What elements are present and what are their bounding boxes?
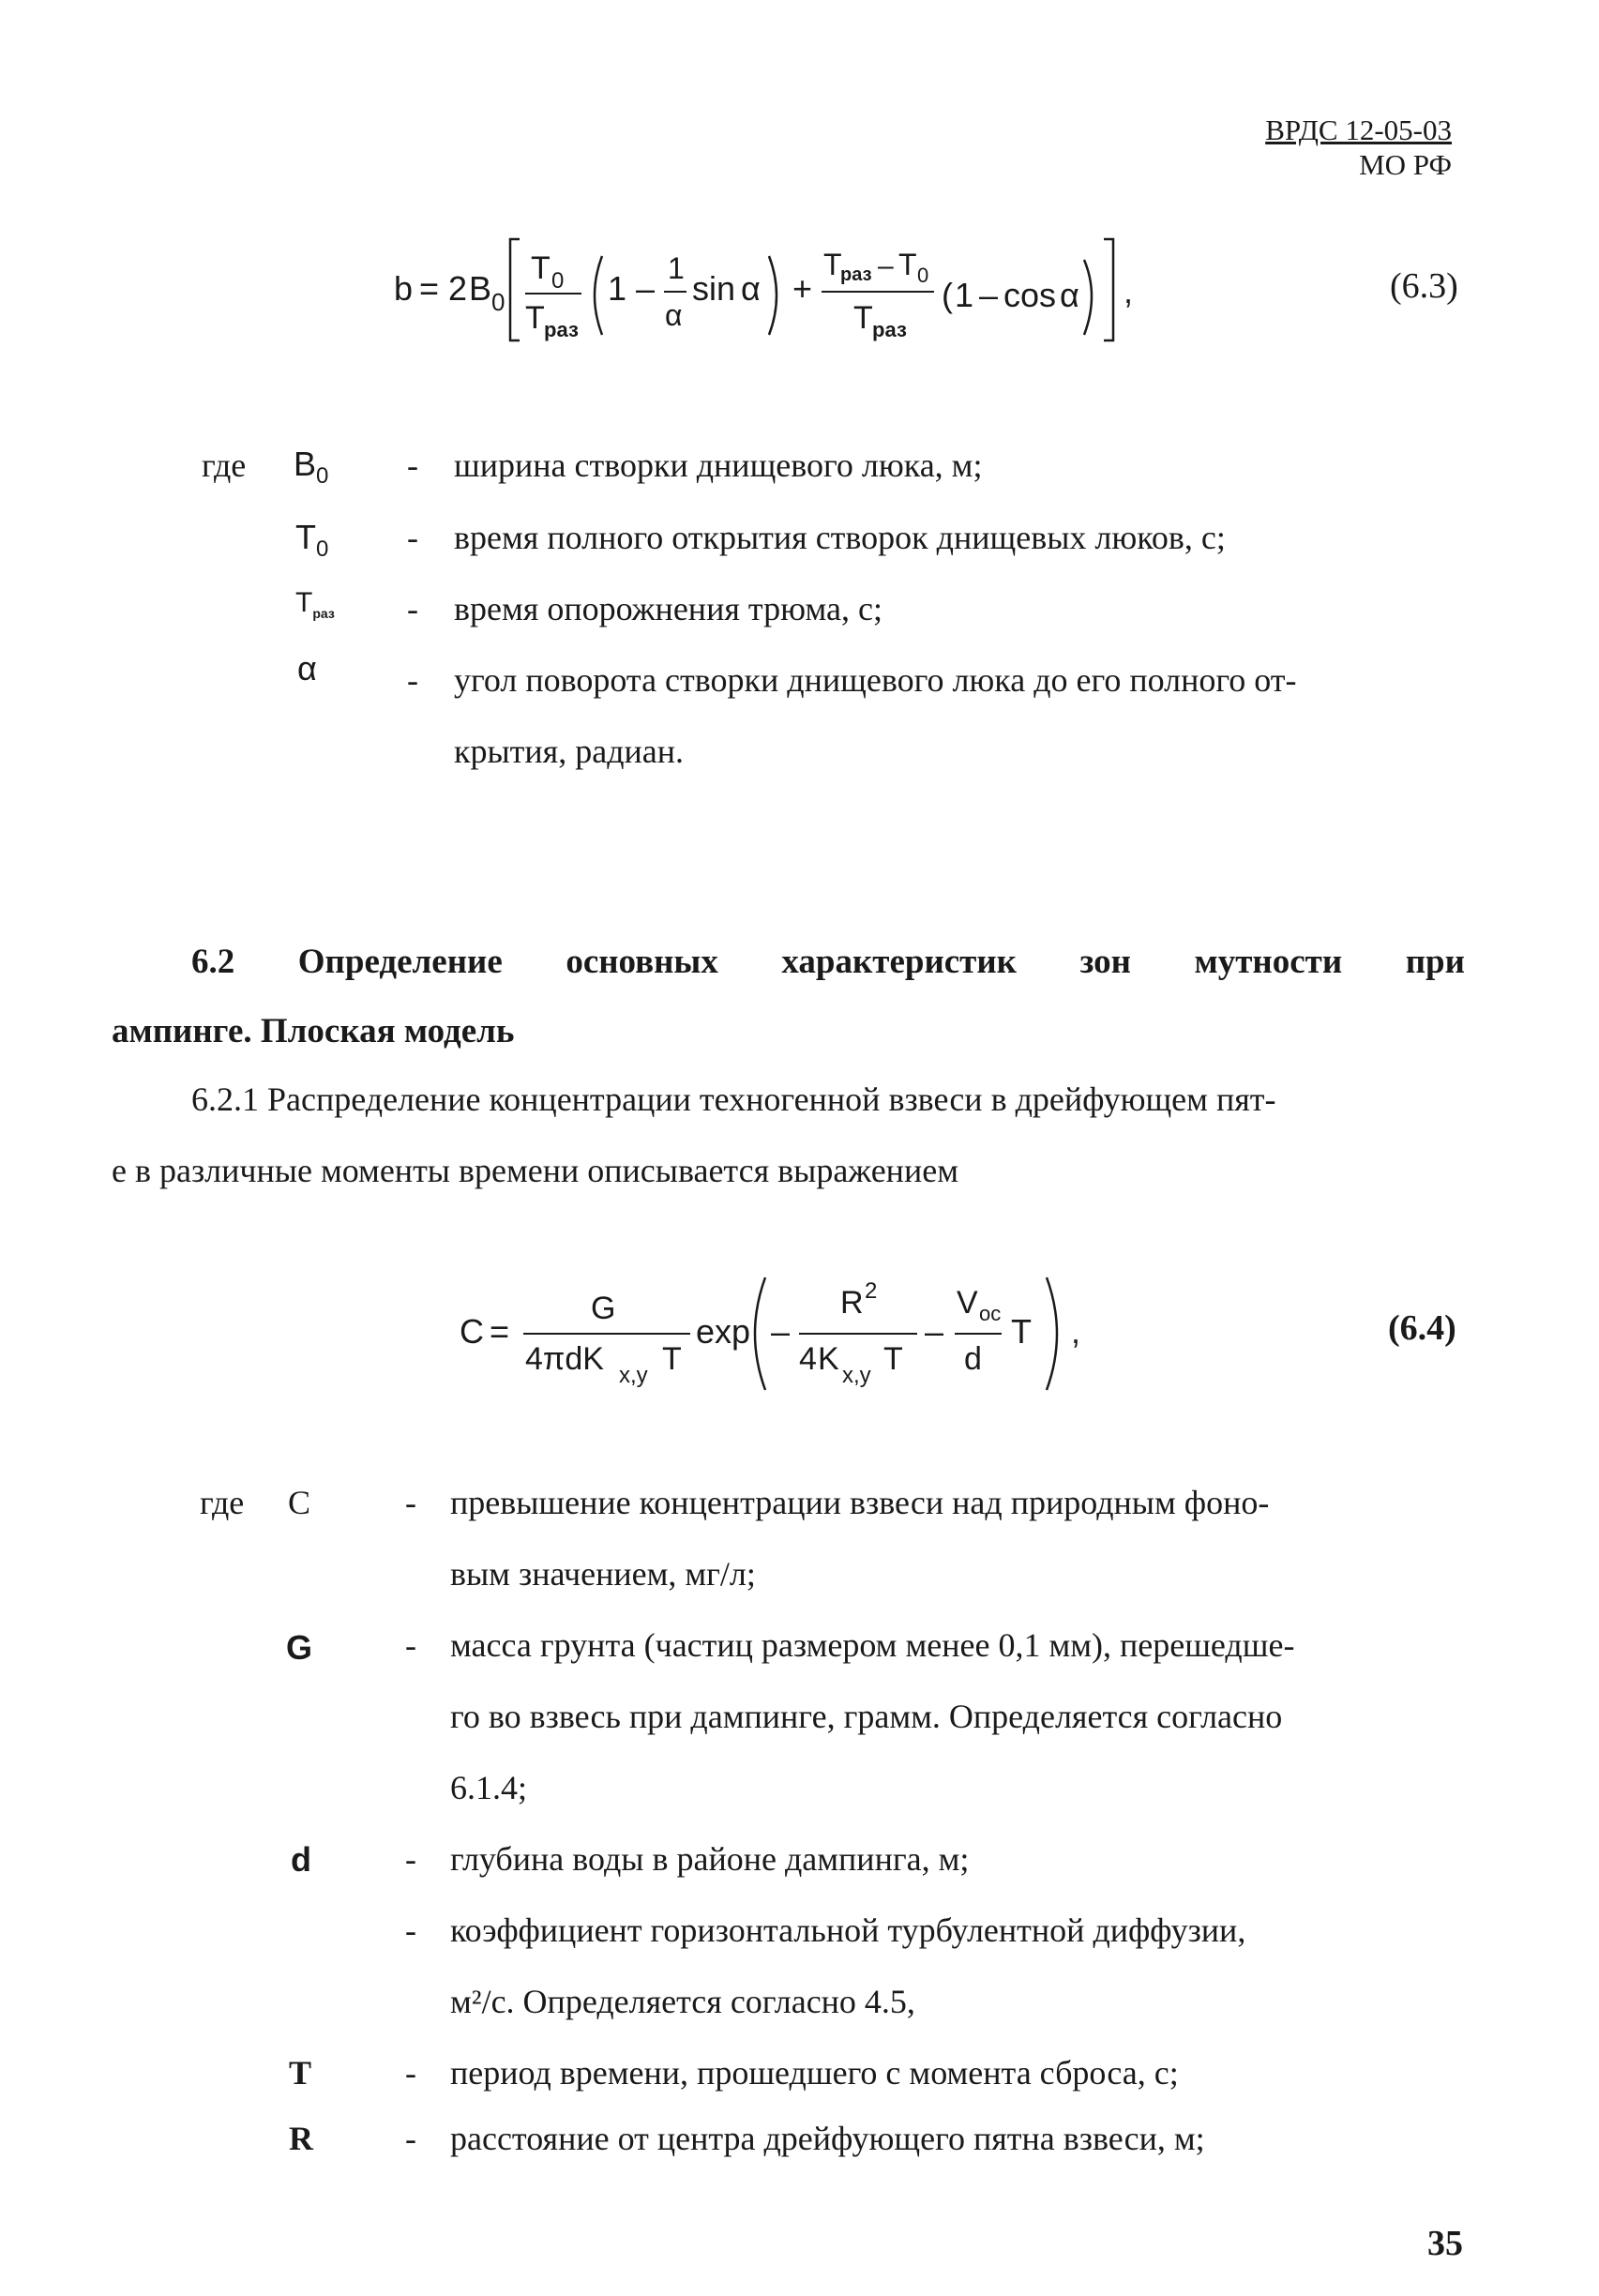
eq63-frac1-num-T: T (531, 250, 551, 286)
eq63-cos: cos (1003, 276, 1057, 314)
eq64-frac2-den-sub: x,y (842, 1363, 871, 1388)
def-symbol-C: C (288, 1484, 311, 1521)
eq63-one-a: 1 (608, 269, 627, 308)
eq64-paren-right (1047, 1277, 1057, 1390)
svg-text:=: = (419, 269, 440, 308)
eq63-frac3-den-sub: раз (872, 318, 907, 341)
eq64-frac1-den: 4πdK (525, 1341, 604, 1377)
def-text-alpha: угол поворота створки днищевого люка до его полного от- (454, 661, 1297, 699)
def-text-Traz: время опорожнения трюма, с; (454, 590, 882, 627)
eq64-d: d (964, 1341, 982, 1377)
section-word: основных (566, 943, 718, 981)
eq63-alpha-a: α (741, 269, 761, 308)
eq63-frac1-num-sub: 0 (551, 268, 565, 294)
eq63-frac2-den: α (665, 298, 683, 332)
section-word: Определение (297, 943, 503, 981)
def-dash: - (405, 1626, 416, 1664)
svg-text:–: – (636, 269, 656, 308)
eq64-V-sub: ос (979, 1302, 1002, 1325)
def-dash: - (405, 2120, 416, 2157)
eq64-frac1-den-sub: x,y (619, 1363, 648, 1388)
def-text-K-cont: м²/с. Определяется согласно 4.5, (450, 1983, 915, 2020)
eq63-right-bracket (1104, 239, 1113, 340)
eq63-frac3-den-T: T (853, 300, 873, 336)
eq64-G: G (591, 1291, 616, 1326)
def-text-C-cont: вым значением, мг/л; (450, 1555, 756, 1593)
section-word: зон (1079, 943, 1132, 981)
def-dash: - (405, 1911, 416, 1949)
eq63-frac1-den-T: T (525, 300, 545, 336)
eq63-paren1-right (769, 256, 777, 335)
svg-text:,: , (1124, 272, 1134, 310)
eq64-frac2-den-4: 4 (799, 1341, 817, 1377)
eq64-R: R (840, 1285, 864, 1321)
section-word: при (1405, 943, 1465, 981)
svg-text:,: , (1071, 1312, 1081, 1351)
eq63-left-bracket (510, 239, 520, 340)
eq63-frac3-num-T1: T (823, 248, 842, 281)
defs1-where: где (202, 446, 247, 484)
def-text-alpha-cont: крытия, радиан. (454, 733, 685, 770)
svg-text:–: – (925, 1312, 944, 1351)
def-symbol-d: d (291, 1840, 311, 1879)
paragraph-line-1: 6.2.1 Распределение концентрации техногенной взвеси в дрейфующем пят- (191, 1080, 1276, 1118)
eq64-frac2-den-T: T (883, 1341, 903, 1377)
eq64-paren-left (755, 1277, 765, 1390)
def-dash: - (407, 519, 418, 556)
eq64-T: T (1011, 1312, 1032, 1351)
svg-text:–: – (771, 1312, 791, 1351)
eq63-frac1-den-sub: раз (544, 318, 579, 341)
svg-text:–: – (979, 276, 999, 314)
document-header (1265, 113, 1452, 182)
eq64-number: (6.4) (1388, 1308, 1456, 1348)
eq63-sin: sin (692, 269, 736, 308)
def-dash: - (405, 1840, 416, 1878)
eq63-paren2-right (1084, 260, 1092, 335)
def-symbol-R: R (289, 2120, 313, 2157)
eq63-frac3-num-T2: T (898, 248, 917, 281)
def-symbol-T: T (289, 2054, 312, 2092)
def-text-d: глубина воды в районе дампинга, м; (450, 1840, 970, 1878)
def-text-C: превышение концентрации взвеси над природным фоно- (450, 1484, 1270, 1521)
def-dash: - (405, 1484, 416, 1521)
def-dash: - (407, 590, 418, 627)
def-text-G-cont2: 6.1.4; (450, 1769, 528, 1806)
eq63-B-sub: 0 (491, 288, 505, 316)
section-word: характеристик (781, 943, 1017, 981)
def-dash: - (405, 2054, 416, 2092)
svg-text:=: = (490, 1312, 510, 1351)
section-heading-cont: ампинге. Плоская модель (112, 1012, 515, 1050)
doc-org: МО РФ (1359, 148, 1452, 182)
def-symbol-G: G (286, 1628, 313, 1667)
def-text-K: коэффициент горизонтальной турбулентной диффузии, (450, 1911, 1246, 1949)
eq64-R-sup: 2 (865, 1278, 878, 1304)
section-number: 6.2 (191, 943, 235, 981)
eq63-frac2-num: 1 (668, 251, 685, 285)
eq64-V: V (957, 1285, 978, 1321)
formula-6-4 (460, 1266, 1107, 1397)
def-text-G-cont: го во взвесь при дампинге, грамм. Определяется согласно (450, 1698, 1283, 1735)
eq63-B: B (469, 269, 492, 308)
def-dash: - (407, 661, 418, 699)
eq63-one-b: 1 (955, 276, 974, 314)
def-symbol-T0: $T_0$ (295, 518, 329, 563)
eq63-frac3-num-sub2: 0 (917, 264, 929, 287)
def-dash: - (407, 446, 418, 484)
eq63-paren1-left (595, 256, 602, 335)
eq64-exp: exp (696, 1312, 751, 1351)
page-number: 35 (1427, 2224, 1463, 2263)
eq63-lhs: b (394, 269, 414, 308)
def-symbol-Traz: $T_{раз}$ (295, 587, 335, 621)
eq64-frac1-den-T: T (662, 1341, 682, 1377)
def-symbol-B0: $B_0$ (294, 445, 329, 490)
svg-text:+: + (792, 269, 813, 308)
def-text-T: период времени, прошедшего с момента сброса, с; (450, 2054, 1179, 2092)
doc-code: ВРДС 12-05-03 (1265, 113, 1452, 146)
def-text-R: расстояние от центра дрейфующего пятна взвеси, м; (450, 2120, 1205, 2157)
eq63-alpha-b: α (1060, 276, 1079, 314)
eq63-coef: 2 (448, 269, 468, 308)
formula-6-3 (394, 220, 1219, 352)
def-text-B0: ширина створки днищевого люка, м; (454, 446, 983, 484)
eq64-C: C (460, 1312, 484, 1351)
section-word: мутности (1194, 943, 1343, 981)
def-text-T0: время полного открытия створок днищевых люков, с; (454, 519, 1226, 556)
section-heading (191, 942, 1465, 982)
def-text-G: масса грунта (частиц размером менее 0,1 мм), перешедше- (450, 1626, 1295, 1664)
eq63-number: (6.3) (1390, 266, 1458, 306)
defs2-where: где (200, 1484, 245, 1521)
def-symbol-alpha: α (297, 649, 317, 687)
svg-text:(: ( (942, 276, 953, 314)
eq63-frac3-num-sub1: раз (840, 264, 872, 285)
eq64-frac2-den-K: K (818, 1341, 839, 1377)
svg-text:–: – (878, 250, 894, 281)
paragraph-line-2: е в различные моменты времени описывается выражением (112, 1152, 958, 1189)
